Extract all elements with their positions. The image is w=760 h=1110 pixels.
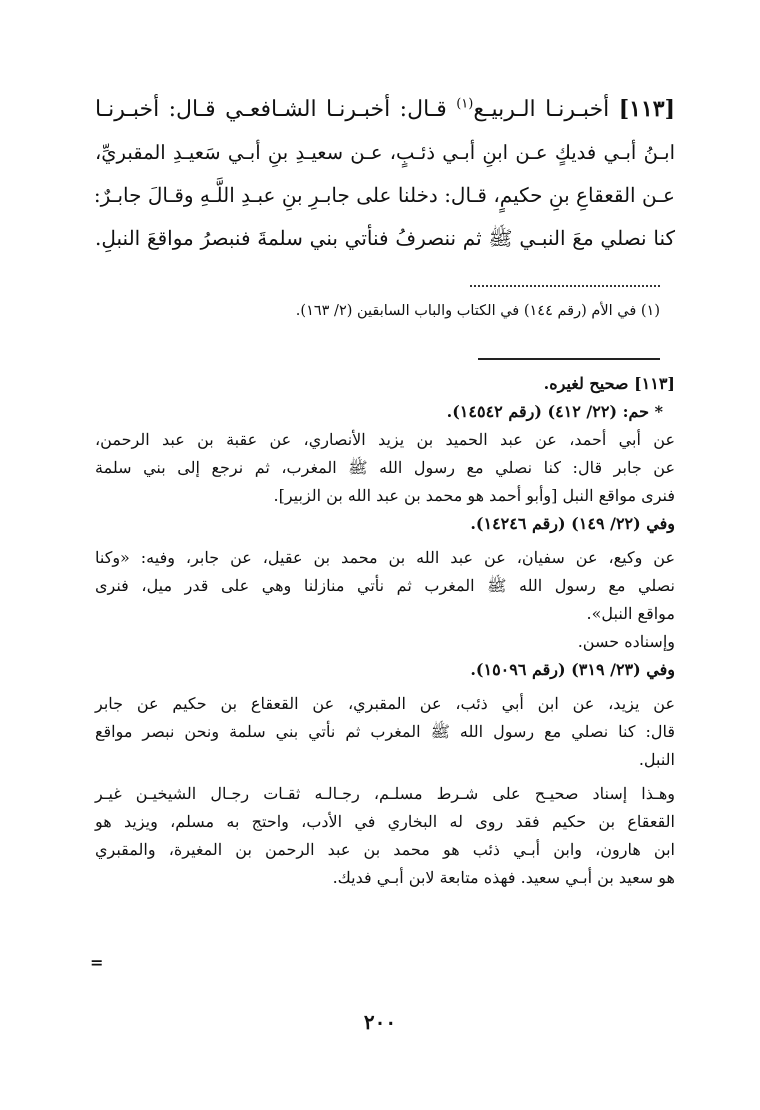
main-line-text: أخبـرنـا الـربيـع [473, 97, 610, 122]
main-line: ابـنُ أبـي فديكٍ عـن ابنِ أبـي ذئـبٍ، عـن سعيـدِ بنِ أبـي سَعيـدِ المقبريِّ، [95, 141, 675, 164]
commentary-heading: [١١٣] صحيح لغيره. [543, 374, 675, 393]
commentary-line: عن أبي أحمد، عن عبد الحميد بن يزيد الأنصاري، عن عقبة بن عبد الرحمن، [95, 430, 675, 449]
main-line [95, 88, 675, 131]
commentary-line: عن يزيد، عن ابن أبي ذئب، عن المقبري، عن القعقاع بن حكيم عن جابر [95, 694, 675, 713]
commentary-line: عن جابر قال: كنا نصلي مع رسول الله ﷺ المغرب، ثم نرجع إلى بني سلمة [95, 458, 675, 477]
source-reference: * حم: (٢٢/ ٤١٢) (رقم ١٤٥٤٢). [446, 402, 663, 421]
commentary [95, 370, 675, 892]
main-hadith-text [95, 88, 675, 260]
hadith-number: [١١٣] [618, 96, 676, 122]
continuation-mark: = [90, 953, 104, 972]
footnote-marker: (١) [456, 96, 474, 112]
commentary-line: قال: كنا نصلي مع رسول الله ﷺ المغرب ثم نأتي بني سلمة ونحن نبصر مواقع [95, 722, 675, 741]
commentary-separator-rule [478, 358, 660, 360]
footnote: (١) في الأم (رقم ١٤٤) في الكتاب والباب السابقين (٢/ ١٦٣). [295, 303, 660, 319]
commentary-line: القعقاع بن حكيم فقد روى له البخاري في الأدب، واحتج به مسلم، ويزيد هو [95, 812, 675, 831]
commentary-line: فنرى مواقع النبل [وأبو أحمد هو محمد بن عبد الله بن الزبير]. [273, 486, 675, 505]
commentary-line: هو سعيد بن أبـي سعيد. فهذه متابعة لابن أبـي فديك. [332, 868, 675, 887]
footnote-separator [470, 277, 660, 287]
source-reference: وفي (٢٣/ ٣١٩) (رقم ١٥٠٩٦). [470, 660, 675, 679]
grading-line: وإسناده حسن. [577, 632, 675, 651]
main-line: عـن القعقاعِ بنِ حكيمٍ، قـال: دخلنا على جابـرِ بنِ عبـدِ اللَّـهِ وقـالَ جابـرٌ: [93, 183, 675, 207]
main-line: كنا نصلي معَ النبـي ﷺ ثم ننصرفُ فنأتي بني سلمةَ فنبصرُ مواقعَ النبلِ. [95, 226, 675, 250]
commentary-line: وهـذا إسناد صحيـح على شـرط مسلـم، رجـالـه ثقـات رجـال الشيخيـن غيـر [95, 784, 675, 803]
commentary-line: مواقع النبل». [586, 604, 675, 623]
main-line-text: قـال: أخبـرنـا الشـافعـي قـال: أخبـرنـا [95, 97, 447, 122]
commentary-line: نصلي مع رسول الله ﷺ المغرب ثم نأتي منازلنا وهي على قدر ميل، فنرى [95, 576, 675, 595]
source-reference: وفي (٢٢/ ١٤٩) (رقم ١٤٢٤٦). [470, 514, 675, 533]
commentary-line: ابن هارون، وابن أبـي ذئب هو محمد بن عبد الرحمن بن المغيرة، والمقبري [95, 840, 675, 859]
commentary-line: عن وكيع، عن سفيان، عن عبد الله بن محمد بن عقيل، عن جابر، وفيه: «وكنا [95, 548, 675, 567]
commentary-line: النبل. [638, 750, 675, 769]
page-number: ٢٠٠ [363, 1010, 397, 1034]
